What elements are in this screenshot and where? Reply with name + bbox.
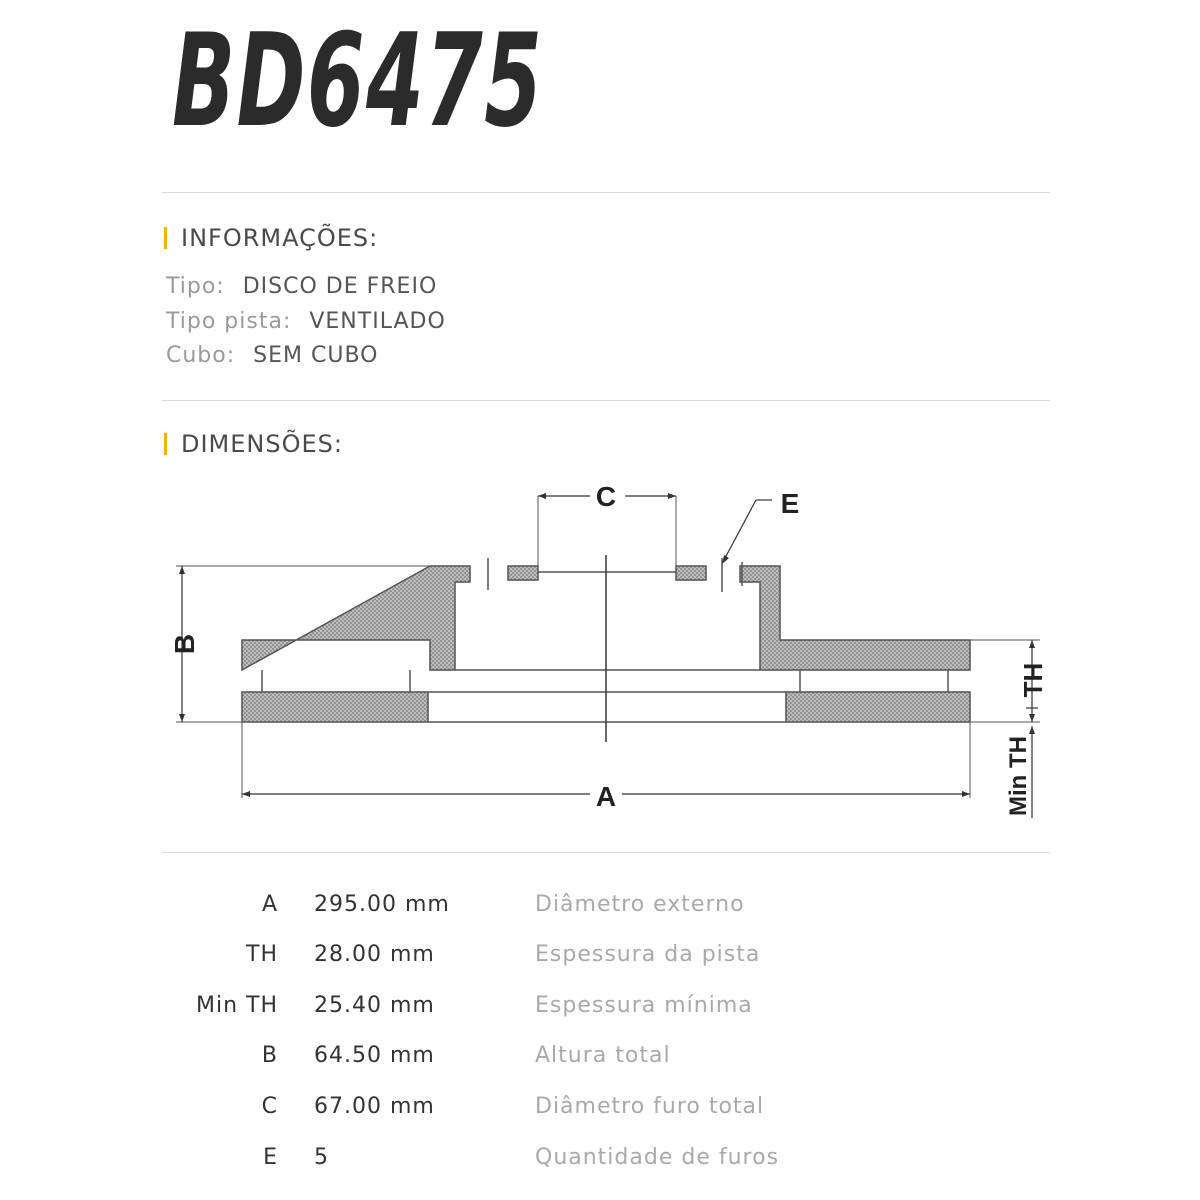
spec-row (160, 1043, 860, 1083)
spec-row (160, 993, 860, 1033)
info-value: SEM CUBO (253, 343, 379, 368)
info-label: Tipo: (166, 274, 225, 299)
spec-row (160, 942, 860, 982)
info-heading-text: INFORMAÇÕES: (181, 224, 379, 252)
info-section-heading (164, 224, 378, 252)
spec-row (160, 892, 860, 932)
divider (162, 852, 1050, 853)
dimensions-section-heading (164, 430, 343, 458)
label-b: B (169, 633, 200, 655)
hub-top-left (508, 566, 538, 580)
divider (162, 192, 1050, 193)
spec-code: Min TH (195, 993, 278, 1018)
bottom-plate-left (242, 692, 428, 722)
spec-code: A (261, 892, 278, 917)
info-value: DISCO DE FREIO (242, 274, 438, 299)
hat-section (242, 566, 470, 670)
dimensions-heading-text: DIMENSÕES: (181, 430, 343, 458)
spec-code: C (261, 1094, 278, 1119)
spec-value: 64.50 mm (314, 1043, 435, 1068)
spec-description: Diâmetro furo total (535, 1094, 765, 1119)
spec-value: 67.00 mm (314, 1094, 435, 1119)
bottom-plate-right (786, 692, 970, 722)
accent-bar (164, 433, 167, 455)
info-row-tipo-pista (166, 309, 446, 334)
info-label: Tipo pista: (166, 309, 292, 334)
hat-section (740, 566, 970, 670)
spec-code: TH (246, 942, 278, 967)
accent-bar (164, 227, 167, 249)
spec-value: 28.00 mm (314, 942, 435, 967)
info-label: Cubo: (166, 343, 236, 368)
info-value: VENTILADO (309, 309, 446, 334)
spec-description: Quantidade de furos (535, 1145, 780, 1170)
spec-code: B (261, 1043, 278, 1068)
spec-description: Diâmetro externo (535, 892, 745, 917)
info-row-cubo (166, 343, 378, 368)
label-c: C (595, 481, 617, 512)
spec-value: 25.40 mm (314, 993, 435, 1018)
spec-description: Espessura da pista (535, 942, 761, 967)
info-row-tipo (166, 274, 437, 299)
label-e: E (780, 488, 800, 519)
divider (162, 400, 1050, 401)
hub-top-right (676, 566, 706, 580)
spec-description: Altura total (535, 1043, 671, 1068)
label-min-th: Min TH (1005, 736, 1032, 816)
part-number-title: BD6475 (172, 7, 544, 156)
label-th: TH (1018, 662, 1048, 698)
spec-value: 295.00 mm (314, 892, 450, 917)
spec-row (160, 1145, 860, 1185)
spec-description: Espessura mínima (535, 993, 753, 1018)
spec-value: 5 (314, 1145, 329, 1170)
label-a: A (595, 781, 617, 812)
brake-disc-diagram (150, 470, 1050, 840)
spec-code: E (263, 1145, 278, 1170)
spec-row (160, 1094, 860, 1134)
